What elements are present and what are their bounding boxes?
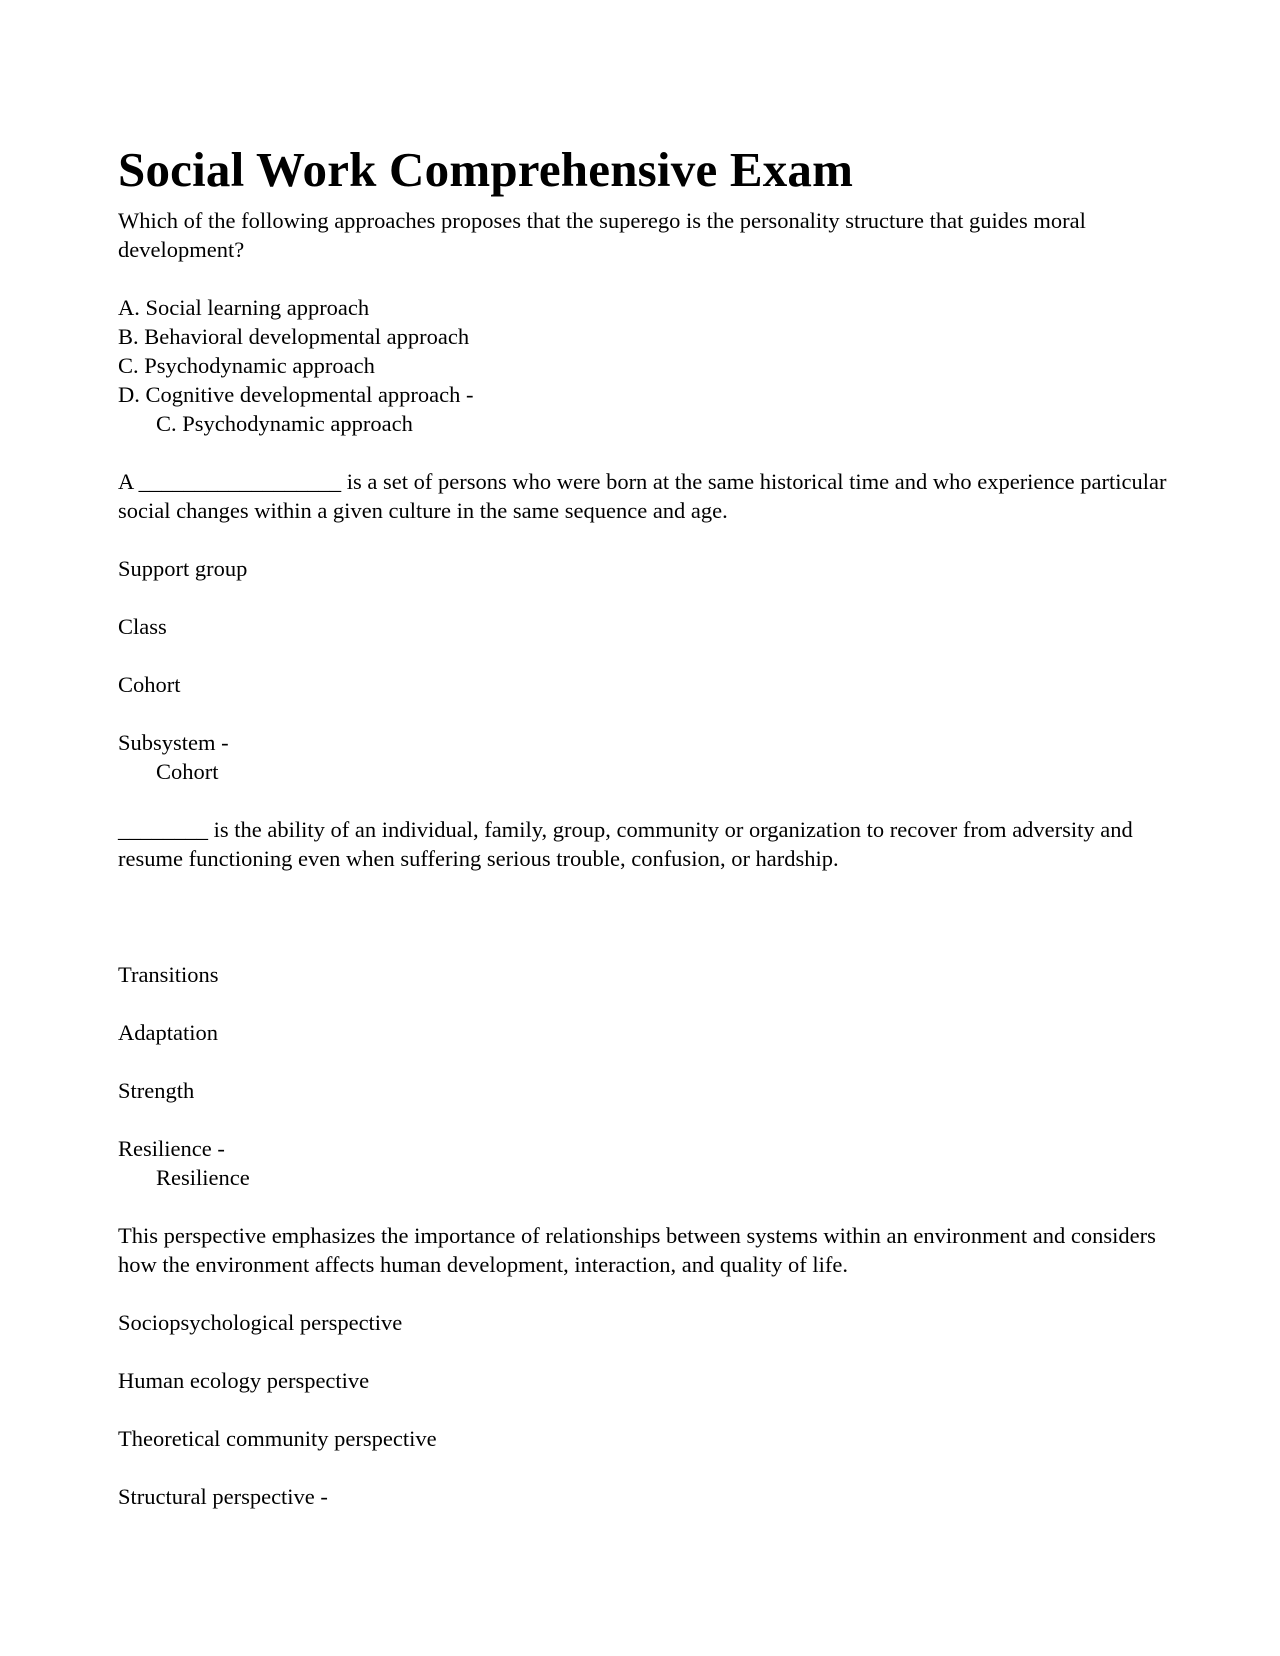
option-a: A. Social learning approach (118, 295, 370, 320)
option-2: Human ecology perspective (118, 1368, 370, 1393)
answer: C. Psychodynamic approach (156, 411, 413, 436)
option-1: Transitions (118, 962, 219, 987)
option-4: Structural perspective - (118, 1484, 328, 1509)
document-page (118, 140, 1178, 1511)
question-text: This perspective emphasizes the importance of relationships between systems within an environment and considers how the environment affects human development, interaction, and quality of life. (118, 1223, 1162, 1277)
option-2: Adaptation (118, 1020, 218, 1045)
page-title: Social Work Comprehensive Exam (118, 142, 854, 197)
question-text: A __________________ is a set of persons who were born at the same historical time and who experience particular social changes within a given culture in the same sequence and age. (118, 469, 1173, 523)
option-3: Theoretical community perspective (118, 1426, 437, 1451)
option-b: B. Behavioral developmental approach (118, 324, 470, 349)
question-text: ________ is the ability of an individual, family, group, community or organization to recover from adversity and resume functioning even when suffering serious trouble, confusion, or hardship. (118, 817, 1139, 871)
question-2 (118, 467, 1178, 786)
option-d: D. Cognitive developmental approach - (118, 382, 474, 407)
option-4: Resilience - (118, 1136, 225, 1161)
question-3 (118, 815, 1178, 1192)
option-1: Sociopsychological perspective (118, 1310, 403, 1335)
option-1: Support group (118, 556, 248, 581)
question-1 (118, 206, 1178, 438)
option-3: Cohort (118, 672, 181, 697)
option-c: C. Psychodynamic approach (118, 353, 375, 378)
question-4 (118, 1221, 1178, 1511)
option-4: Subsystem - (118, 730, 229, 755)
answer: Cohort (156, 759, 219, 784)
option-3: Strength (118, 1078, 195, 1103)
option-2: Class (118, 614, 167, 639)
question-text: Which of the following approaches proposes that the superego is the personality structure that guides moral development? (118, 208, 1092, 262)
answer: Resilience (156, 1165, 250, 1190)
